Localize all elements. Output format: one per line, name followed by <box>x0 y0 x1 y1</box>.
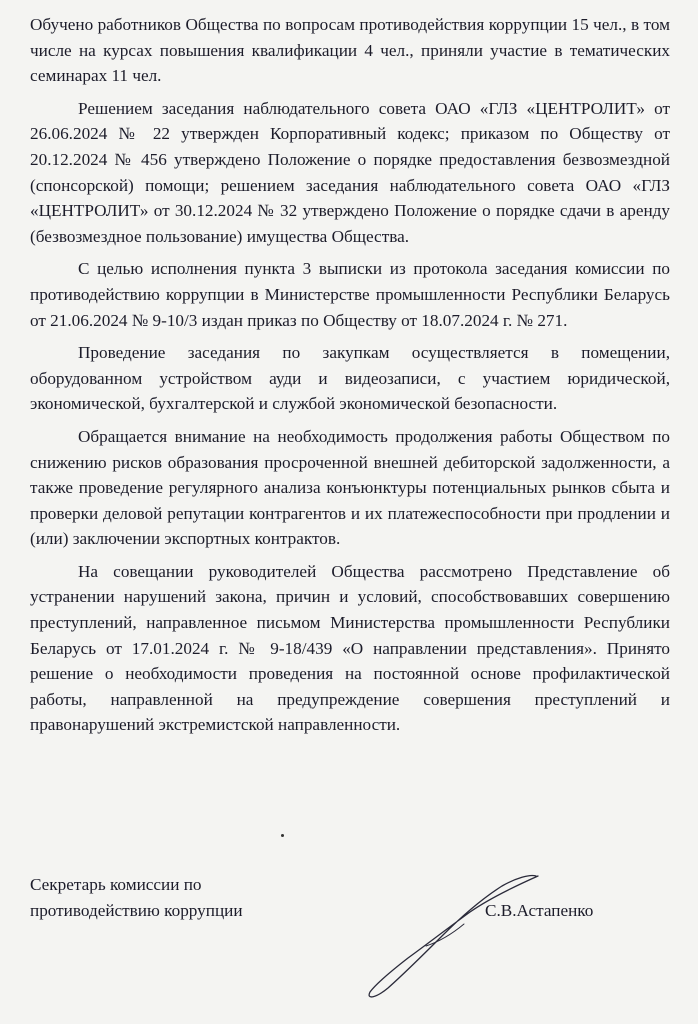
signature-block <box>30 872 670 1012</box>
document-body <box>30 12 670 745</box>
paragraph-training: Обучено работников Общества по вопросам противодействия коррупции 15 чел., в том числе на курсах повышения квалификации 4 чел., приняли участие в тематических семинарах 11 чел. <box>30 15 670 86</box>
paragraph-corporate-code: Решением заседания наблюдательного совета ОАО «ГЛЗ «ЦЕНТРОЛИТ» от 26.06.2024 № 22 утвержден Корпоративный кодекс; приказом по Обществу от 20.12.2024 № 456 утверждено Положение о порядке предоставления безвозмездной (спонсорской) помощи; решением заседания наблюдательного совета ОАО «ГЛЗ «ЦЕНТРОЛИТ» от 30.12.2024 № 32 утверждено Положение о порядке сдачи в аренду (безвозмездное пользование) имущества Общества. <box>30 98 670 246</box>
signatory-role <box>30 872 243 923</box>
paragraph-meeting: На совещании руководителей Общества рассмотрено Представление об устранении нарушений закона, причин и условий, способствовавших совершению преступлений, направленное письмом Министерства промышленности Республики Беларусь от 17.01.2024 г. № 9-18/439 «О направлении представления». Принято решение о необходимости проведения на постоянной основе профилактической работы, направленной на предупреждение совершения преступлений и правонарушений экстремистской направленности. <box>30 561 670 735</box>
paragraph-receivables: Обращается внимание на необходимость продолжения работы Обществом по снижению рисков образования просроченной внешней дебиторской задолженности, а также проведение регулярного анализа конъюнктуры потенциальных рынков сбыта и проверки деловой репутации контрагентов и их платежеспособности при продлении и (или) заключении экспортных контрактов. <box>30 426 670 549</box>
signatory-role-line-2: противодействию коррупции <box>30 900 243 920</box>
handwritten-signature <box>330 872 550 1012</box>
paragraph-procurement: Проведение заседания по закупкам осуществляется в помещении, оборудованном устройством ауди и видеозаписи, с участием юридической, экономической, бухгалтерской и службой экономической безопасности. <box>30 343 670 414</box>
paragraph-ministry-order: С целью исполнения пункта 3 выписки из протокола заседания комиссии по противодействию коррупции в Министерстве промышленности Республики Беларусь от 21.06.2024 № 9-10/3 издан приказ по Обществу от 18.07.2024 г. № 271. <box>30 259 670 330</box>
signatory-role-line-1: Секретарь комиссии по <box>30 875 202 894</box>
signatory-name: С.В.Астапенко <box>485 901 594 920</box>
ink-dot <box>281 834 284 837</box>
